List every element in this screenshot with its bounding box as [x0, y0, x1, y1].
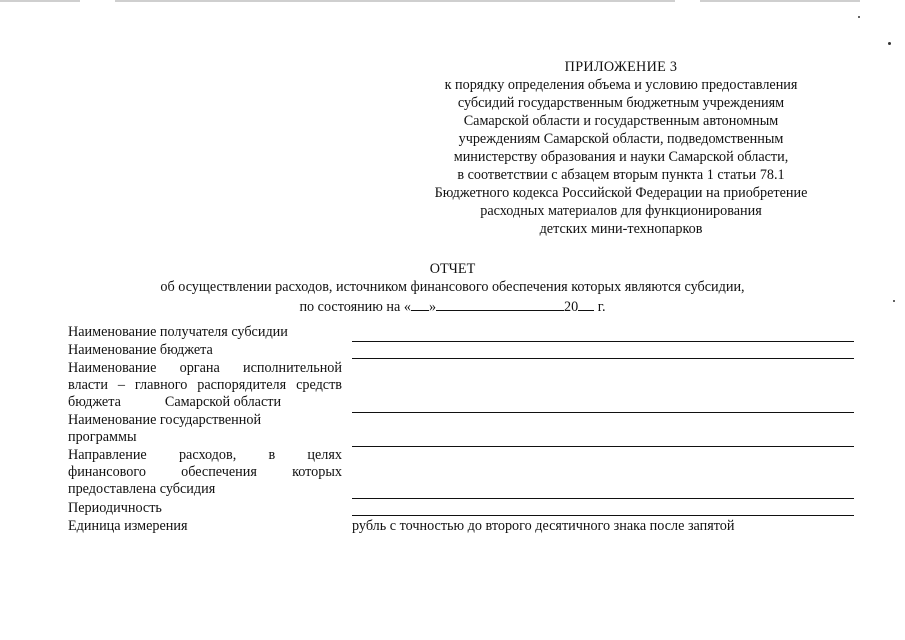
year-field[interactable]	[578, 296, 594, 311]
scan-speck	[858, 16, 860, 18]
periodicity-label: Периодичность	[68, 500, 162, 516]
program-label	[68, 412, 342, 446]
authority-label-line	[68, 394, 342, 411]
appendix-line: в соответствии с абзацем вторым пункта 1 статьи 78.1	[457, 167, 785, 183]
report-subtitle: об осуществлении расходов, источником финансового обеспечения которых являются субсидии,	[160, 279, 745, 295]
report-title: ОТЧЕТ	[429, 261, 476, 277]
appendix-line: министерству образования и науки Самарской области,	[453, 149, 789, 165]
appendix-line: субсидий государственным бюджетным учреждениям	[457, 95, 785, 111]
recipient-field-line[interactable]	[352, 341, 854, 342]
budget-label: Наименование бюджета	[68, 342, 213, 358]
direction-field-line[interactable]	[352, 498, 854, 499]
unit-value: рубль с точностью до второго десятичного знака после запятой	[352, 518, 735, 534]
report-date-line	[0, 296, 905, 316]
scan-edge-line	[115, 0, 675, 2]
authority-label-part: бюджета	[68, 394, 121, 411]
appendix-title: ПРИЛОЖЕНИЕ 3	[564, 59, 678, 75]
authority-field-line[interactable]	[352, 412, 854, 413]
appendix-line: Бюджетного кодекса Российской Федерации на приобретение	[434, 185, 808, 201]
date-prefix: по состоянию на «	[299, 299, 411, 315]
authority-label-line: власти – главного распорядителя средств	[68, 377, 342, 394]
direction-label-line: предоставлена субсидия	[68, 481, 216, 498]
appendix-header	[405, 58, 837, 238]
authority-label	[68, 360, 342, 412]
direction-label-line: финансового обеспечения которых	[68, 464, 342, 481]
program-field-line[interactable]	[352, 446, 854, 447]
date-mid: »	[428, 299, 437, 315]
direction-label	[68, 447, 342, 499]
program-label-line: программы	[68, 429, 137, 446]
day-field[interactable]	[411, 296, 429, 311]
date-suffix: г.	[597, 299, 606, 315]
scan-speck	[888, 42, 891, 45]
direction-label-line: Направление расходов, в целях	[68, 447, 342, 463]
appendix-line: расходных материалов для функционирования	[480, 203, 762, 219]
recipient-label: Наименование получателя субсидии	[68, 324, 288, 340]
appendix-line: детских мини-технопарков	[539, 221, 703, 237]
authority-label-line: Наименование органа исполнительной	[68, 360, 342, 376]
appendix-line: к порядку определения объема и условию предоставления	[444, 77, 798, 93]
authority-label-part: Самарской области	[164, 394, 282, 411]
periodicity-field-line[interactable]	[352, 515, 854, 516]
scan-edge-line	[0, 0, 80, 2]
month-field[interactable]	[436, 296, 564, 311]
scan-edge-line	[700, 0, 860, 2]
program-label-line: Наименование государственной	[68, 412, 262, 428]
appendix-line: учреждениям Самарской области, подведомственным	[458, 131, 784, 147]
unit-label: Единица измерения	[68, 518, 188, 534]
appendix-line: Самарской области и государственным автономным	[463, 113, 779, 129]
budget-field-line[interactable]	[352, 358, 854, 359]
date-year: 20	[564, 299, 579, 315]
